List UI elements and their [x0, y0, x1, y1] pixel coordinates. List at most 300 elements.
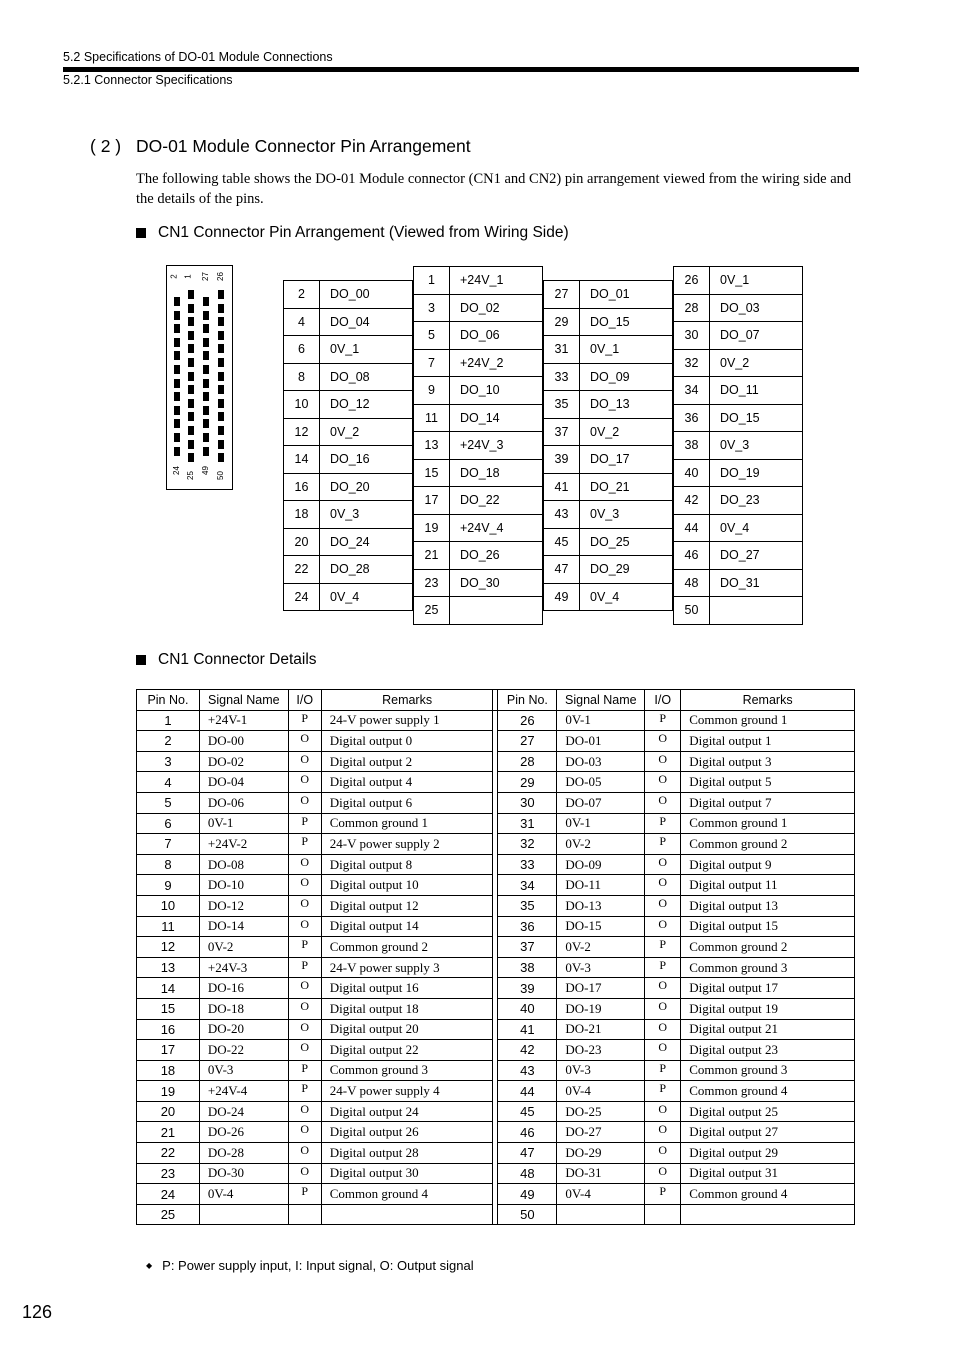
io-cell: O: [288, 792, 321, 813]
remarks-cell: 24-V power supply 2: [321, 834, 493, 855]
pin-number: 50: [673, 596, 709, 625]
remarks-cell: Digital output 5: [681, 772, 855, 793]
signal-name-cell: DO-14: [199, 916, 288, 937]
pin-number-cell: 47: [498, 1143, 557, 1164]
connector-pin-pad: [203, 447, 209, 456]
connector-pin-pad: [174, 406, 180, 415]
io-cell: O: [288, 1040, 321, 1061]
pin-number-cell: 41: [498, 1019, 557, 1040]
pin-number: 18: [283, 500, 319, 529]
remarks-cell: Digital output 10: [321, 875, 493, 896]
pin-signal: 0V_3: [709, 431, 803, 460]
pin-signal: DO_29: [579, 555, 673, 584]
square-bullet-icon: [136, 228, 146, 238]
pin-signal: 0V_2: [709, 349, 803, 378]
connector-pin-pad: [218, 317, 224, 326]
pin-number-cell: 10: [137, 895, 200, 916]
pin-number: 4: [283, 308, 319, 337]
signal-name-cell: DO-07: [557, 792, 645, 813]
pin-signal: DO_00: [319, 280, 413, 309]
pin-number-cell: 5: [137, 792, 200, 813]
io-cell: O: [288, 1143, 321, 1164]
connector-pin-pad: [188, 358, 194, 367]
signal-name-cell: +24V-2: [199, 834, 288, 855]
pin-signal: DO_26: [449, 541, 543, 570]
io-cell: O: [645, 875, 681, 896]
pin-number: 26: [673, 266, 709, 295]
pin-number-cell: 43: [498, 1060, 557, 1081]
remarks-cell: Digital output 9: [681, 854, 855, 875]
remarks-cell: Common ground 3: [681, 1060, 855, 1081]
pin-signal: DO_14: [449, 404, 543, 433]
io-cell: O: [645, 1040, 681, 1061]
pin-number: 14: [283, 445, 319, 474]
pin-signal: DO_23: [709, 486, 803, 515]
signal-name-cell: DO-12: [199, 895, 288, 916]
pin-number: 15: [413, 459, 449, 488]
pin-number-cell: 21: [137, 1122, 200, 1143]
remarks-cell: Digital output 30: [321, 1163, 493, 1184]
square-bullet-icon: [136, 655, 146, 665]
pin-number: 13: [413, 431, 449, 460]
signal-name-cell: [199, 1204, 288, 1225]
connector-pin-pad: [218, 290, 224, 299]
column-header: I/O: [288, 690, 321, 711]
signal-name-cell: 0V-1: [199, 813, 288, 834]
table-row: [137, 1204, 855, 1225]
section-title: [90, 136, 471, 157]
pin-number: 30: [673, 321, 709, 350]
pin-number: 8: [283, 363, 319, 392]
table-row: [137, 1143, 855, 1164]
connector-pin-pad: [203, 379, 209, 388]
pin-signal: DO_16: [319, 445, 413, 474]
pin-number-cell: 7: [137, 834, 200, 855]
connector-pin-pad: [188, 412, 194, 421]
pin-signal: DO_18: [449, 459, 543, 488]
connector-pin-pad: [203, 392, 209, 401]
io-cell: O: [645, 1101, 681, 1122]
signal-name-cell: DO-28: [199, 1143, 288, 1164]
pin-number-cell: 24: [137, 1184, 200, 1205]
connector-pin-pad: [203, 351, 209, 360]
column-header: Remarks: [681, 690, 855, 711]
pin-number: 34: [673, 376, 709, 405]
pin-number: 23: [413, 569, 449, 598]
pin-signal: DO_15: [709, 404, 803, 433]
signal-name-cell: 0V-2: [557, 937, 645, 958]
pin-number-cell: 2: [137, 731, 200, 752]
signal-name-cell: 0V-3: [557, 1060, 645, 1081]
remarks-cell: Digital output 17: [681, 978, 855, 999]
signal-name-cell: DO-06: [199, 792, 288, 813]
pin-signal: 0V_4: [579, 583, 673, 612]
pin-number-cell: 48: [498, 1163, 557, 1184]
remarks-cell: Common ground 2: [681, 937, 855, 958]
connector-pin-pad: [218, 385, 224, 394]
io-cell: P: [645, 1184, 681, 1205]
io-cell: O: [645, 1143, 681, 1164]
signal-name-cell: DO-22: [199, 1040, 288, 1061]
pin-number: 35: [543, 390, 579, 419]
connector-pin-label: 49: [200, 466, 210, 475]
signal-name-cell: DO-24: [199, 1101, 288, 1122]
pin-signal: DO_10: [449, 376, 543, 405]
remarks-cell: Common ground 1: [321, 813, 493, 834]
signal-name-cell: 0V-3: [199, 1060, 288, 1081]
signal-name-cell: DO-08: [199, 854, 288, 875]
pin-signal: 0V_1: [319, 335, 413, 364]
pin-signal: DO_19: [709, 459, 803, 488]
io-cell: O: [645, 1019, 681, 1040]
io-cell: O: [288, 772, 321, 793]
connector-pin-pad: [218, 440, 224, 449]
table-row: [137, 792, 855, 813]
pin-signal: DO_27: [709, 541, 803, 570]
table-row: [137, 710, 855, 731]
io-cell: O: [288, 1019, 321, 1040]
connector-pin-pad: [188, 426, 194, 435]
signal-name-cell: DO-13: [557, 895, 645, 916]
pin-number-cell: 17: [137, 1040, 200, 1061]
pin-number-cell: 26: [498, 710, 557, 731]
connector-pin-pad: [188, 385, 194, 394]
column-header: I/O: [645, 690, 681, 711]
pin-number-cell: 20: [137, 1101, 200, 1122]
signal-name-cell: DO-03: [557, 751, 645, 772]
pin-number-cell: 50: [498, 1204, 557, 1225]
signal-name-cell: 0V-4: [557, 1184, 645, 1205]
arrangement-heading: [136, 224, 569, 242]
pin-number-cell: 16: [137, 1019, 200, 1040]
connector-pin-pad: [218, 399, 224, 408]
pin-number-cell: 15: [137, 998, 200, 1019]
pin-number-cell: 45: [498, 1101, 557, 1122]
connector-pin-pad: [188, 331, 194, 340]
table-row: [137, 998, 855, 1019]
details-heading: [136, 651, 317, 669]
pin-signal: DO_09: [579, 363, 673, 392]
pin-number: 43: [543, 500, 579, 529]
signal-name-cell: DO-09: [557, 854, 645, 875]
remarks-cell: Digital output 25: [681, 1101, 855, 1122]
io-cell: P: [288, 1060, 321, 1081]
pin-number-cell: 13: [137, 957, 200, 978]
table-row: [137, 751, 855, 772]
pin-signal: DO_15: [579, 308, 673, 337]
pin-signal: [449, 596, 543, 625]
remarks-cell: Digital output 0: [321, 731, 493, 752]
signal-name-cell: 0V-2: [557, 834, 645, 855]
remarks-cell: Common ground 1: [681, 710, 855, 731]
signal-name-cell: [557, 1204, 645, 1225]
connector-pin-pad: [174, 297, 180, 306]
pin-number: 32: [673, 349, 709, 378]
table-row: [137, 1019, 855, 1040]
pin-number: 28: [673, 294, 709, 323]
signal-name-cell: DO-01: [557, 731, 645, 752]
connector-pin-pad: [174, 311, 180, 320]
table-row: [137, 1101, 855, 1122]
remarks-cell: Digital output 8: [321, 854, 493, 875]
connector-pin-pad: [174, 419, 180, 428]
pin-number-cell: 34: [498, 875, 557, 896]
remarks-cell: Digital output 11: [681, 875, 855, 896]
connector-pin-pad: [218, 344, 224, 353]
remarks-cell: Digital output 28: [321, 1143, 493, 1164]
io-cell: P: [645, 957, 681, 978]
signal-name-cell: DO-17: [557, 978, 645, 999]
connector-pin-pad: [203, 297, 209, 306]
signal-name-cell: 0V-4: [199, 1184, 288, 1205]
io-cell: O: [645, 854, 681, 875]
pin-signal: +24V_3: [449, 431, 543, 460]
pin-signal: DO_03: [709, 294, 803, 323]
pin-number: 21: [413, 541, 449, 570]
connector-pin-pad: [203, 433, 209, 442]
signal-name-cell: +24V-3: [199, 957, 288, 978]
signal-name-cell: DO-10: [199, 875, 288, 896]
connector-pin-label: 1: [183, 274, 193, 279]
pin-number: 36: [673, 404, 709, 433]
pin-number-cell: 18: [137, 1060, 200, 1081]
connector-pin-label: 2: [169, 274, 179, 279]
io-cell: O: [645, 1122, 681, 1143]
pin-number: 1: [413, 266, 449, 295]
pin-number: 20: [283, 528, 319, 557]
pin-number: 42: [673, 486, 709, 515]
pin-number-cell: 37: [498, 937, 557, 958]
remarks-cell: Digital output 23: [681, 1040, 855, 1061]
connector-pin-pad: [218, 358, 224, 367]
pin-signal: DO_11: [709, 376, 803, 405]
pin-number: 41: [543, 473, 579, 502]
pin-number-cell: 29: [498, 772, 557, 793]
pin-number-cell: 46: [498, 1122, 557, 1143]
pin-number-cell: 27: [498, 731, 557, 752]
pin-number-cell: 35: [498, 895, 557, 916]
io-cell: O: [288, 1122, 321, 1143]
connector-pin-pad: [218, 372, 224, 381]
pin-number: 17: [413, 486, 449, 515]
pin-signal: DO_21: [579, 473, 673, 502]
remarks-cell: Digital output 27: [681, 1122, 855, 1143]
intro-paragraph: The following table shows the DO-01 Module connector (CN1 and CN2) pin arrangement viewed from the wiring side and the details of the pins.: [136, 171, 852, 207]
remarks-cell: Common ground 3: [681, 957, 855, 978]
column-header: Remarks: [321, 690, 493, 711]
running-header-section: 5.2 Specifications of DO-01 Module Connections: [63, 50, 333, 64]
pin-signal: +24V_4: [449, 514, 543, 543]
table-row: [137, 1081, 855, 1102]
io-cell: P: [645, 1060, 681, 1081]
pin-number-cell: 36: [498, 916, 557, 937]
page-number: 126: [22, 1302, 53, 1322]
table-header-row: [137, 690, 855, 711]
signal-name-cell: 0V-4: [557, 1081, 645, 1102]
io-cell: O: [645, 731, 681, 752]
connector-pin-pad: [188, 317, 194, 326]
pin-signal: DO_31: [709, 569, 803, 598]
pin-number-cell: 23: [137, 1163, 200, 1184]
pin-number-cell: 49: [498, 1184, 557, 1205]
pin-number-cell: 40: [498, 998, 557, 1019]
signal-name-cell: DO-11: [557, 875, 645, 896]
pin-number: 19: [413, 514, 449, 543]
pin-number: 7: [413, 349, 449, 378]
remarks-cell: Digital output 13: [681, 895, 855, 916]
connector-pin-pad: [218, 412, 224, 421]
io-cell: P: [288, 937, 321, 958]
pin-signal: DO_13: [579, 390, 673, 419]
pin-signal: +24V_2: [449, 349, 543, 378]
connector-pin-pad: [218, 331, 224, 340]
io-cell: O: [288, 916, 321, 937]
pin-number-cell: 33: [498, 854, 557, 875]
signal-name-cell: +24V-1: [199, 710, 288, 731]
table-row: [137, 875, 855, 896]
io-cell: [288, 1204, 321, 1225]
connector-pin-pad: [203, 419, 209, 428]
remarks-cell: 24-V power supply 4: [321, 1081, 493, 1102]
pin-signal: 0V_1: [709, 266, 803, 295]
connector-pin-pad: [188, 453, 194, 462]
io-cell: O: [288, 895, 321, 916]
pin-number-cell: 12: [137, 937, 200, 958]
remarks-cell: Digital output 14: [321, 916, 493, 937]
remarks-cell: Digital output 26: [321, 1122, 493, 1143]
pin-signal: [709, 596, 803, 625]
signal-name-cell: DO-00: [199, 731, 288, 752]
signal-name-cell: 0V-1: [557, 813, 645, 834]
pin-number-cell: 30: [498, 792, 557, 813]
arrangement-heading-text: CN1 Connector Pin Arrangement (Viewed from Wiring Side): [158, 224, 569, 241]
table-row: [137, 731, 855, 752]
io-cell: P: [288, 1081, 321, 1102]
connector-pin-pad: [188, 344, 194, 353]
remarks-cell: Common ground 2: [681, 834, 855, 855]
io-cell: O: [288, 731, 321, 752]
pin-number-cell: 14: [137, 978, 200, 999]
table-row: [137, 1040, 855, 1061]
connector-pin-pad: [218, 426, 224, 435]
diamond-bullet-icon: ◆: [146, 1261, 153, 1270]
pin-number: 6: [283, 335, 319, 364]
io-cell: O: [288, 998, 321, 1019]
connector-diagram: [166, 265, 233, 490]
remarks-cell: 24-V power supply 3: [321, 957, 493, 978]
pin-number-cell: 4: [137, 772, 200, 793]
pin-signal: DO_28: [319, 555, 413, 584]
pin-signal: +24V_1: [449, 266, 543, 295]
pin-number: 29: [543, 308, 579, 337]
pin-number: 47: [543, 555, 579, 584]
connector-pin-pad: [174, 433, 180, 442]
pin-signal: DO_24: [319, 528, 413, 557]
remarks-cell: Digital output 3: [681, 751, 855, 772]
pin-number: 2: [283, 280, 319, 309]
remarks-cell: Digital output 15: [681, 916, 855, 937]
pin-number: 40: [673, 459, 709, 488]
connector-pin-pad: [188, 372, 194, 381]
connector-pin-pad: [174, 351, 180, 360]
io-cell: O: [288, 751, 321, 772]
remarks-cell: Digital output 2: [321, 751, 493, 772]
remarks-cell: Common ground 4: [681, 1081, 855, 1102]
remarks-cell: Common ground 4: [681, 1184, 855, 1205]
remarks-cell: Common ground 4: [321, 1184, 493, 1205]
pin-number-cell: 31: [498, 813, 557, 834]
signal-name-cell: DO-18: [199, 998, 288, 1019]
io-cell: O: [645, 751, 681, 772]
connector-pin-pad: [218, 304, 224, 313]
pin-number: 48: [673, 569, 709, 598]
connector-pin-label: 25: [185, 471, 195, 480]
pin-number: 27: [543, 280, 579, 309]
signal-name-cell: DO-29: [557, 1143, 645, 1164]
remarks-cell: Common ground 2: [321, 937, 493, 958]
io-cell: P: [288, 1184, 321, 1205]
signal-name-cell: DO-25: [557, 1101, 645, 1122]
table-row: [137, 1163, 855, 1184]
running-header-subsection: 5.2.1 Connector Specifications: [63, 73, 233, 87]
connector-pin-label: 27: [200, 272, 210, 281]
table-row: [137, 834, 855, 855]
remarks-cell: [321, 1204, 493, 1225]
signal-name-cell: DO-31: [557, 1163, 645, 1184]
table-row: [137, 957, 855, 978]
io-cell: O: [288, 875, 321, 896]
remarks-cell: Digital output 16: [321, 978, 493, 999]
signal-name-cell: DO-21: [557, 1019, 645, 1040]
signal-name-cell: DO-23: [557, 1040, 645, 1061]
pin-number: 38: [673, 431, 709, 460]
connector-pin-pad: [174, 365, 180, 374]
pin-number-cell: 44: [498, 1081, 557, 1102]
pin-number-cell: 1: [137, 710, 200, 731]
section-title-text: DO-01 Module Connector Pin Arrangement: [136, 136, 471, 156]
pin-number: 39: [543, 445, 579, 474]
pin-number: 46: [673, 541, 709, 570]
connector-pin-pad: [174, 324, 180, 333]
io-cell: O: [645, 1163, 681, 1184]
pin-number-cell: 8: [137, 854, 200, 875]
connector-pin-pad: [174, 379, 180, 388]
connector-pin-label: 50: [215, 471, 225, 480]
pin-number: 10: [283, 390, 319, 419]
remarks-cell: Digital output 12: [321, 895, 493, 916]
signal-name-cell: DO-05: [557, 772, 645, 793]
connector-pin-pad: [203, 365, 209, 374]
connector-pin-pad: [174, 338, 180, 347]
table-row: [137, 1184, 855, 1205]
column-header: Signal Name: [557, 690, 645, 711]
connector-pin-pad: [188, 440, 194, 449]
connector-pin-pad: [203, 311, 209, 320]
io-cell: O: [645, 978, 681, 999]
signal-name-cell: 0V-2: [199, 937, 288, 958]
connector-pin-pad: [174, 392, 180, 401]
connector-pin-pad: [188, 290, 194, 299]
pin-number: 37: [543, 418, 579, 447]
pin-number: 33: [543, 363, 579, 392]
io-cell: P: [288, 957, 321, 978]
pin-number-cell: 3: [137, 751, 200, 772]
column-header: Pin No.: [498, 690, 557, 711]
io-cell: O: [645, 772, 681, 793]
pin-number: 22: [283, 555, 319, 584]
signal-name-cell: DO-02: [199, 751, 288, 772]
io-cell: O: [645, 895, 681, 916]
